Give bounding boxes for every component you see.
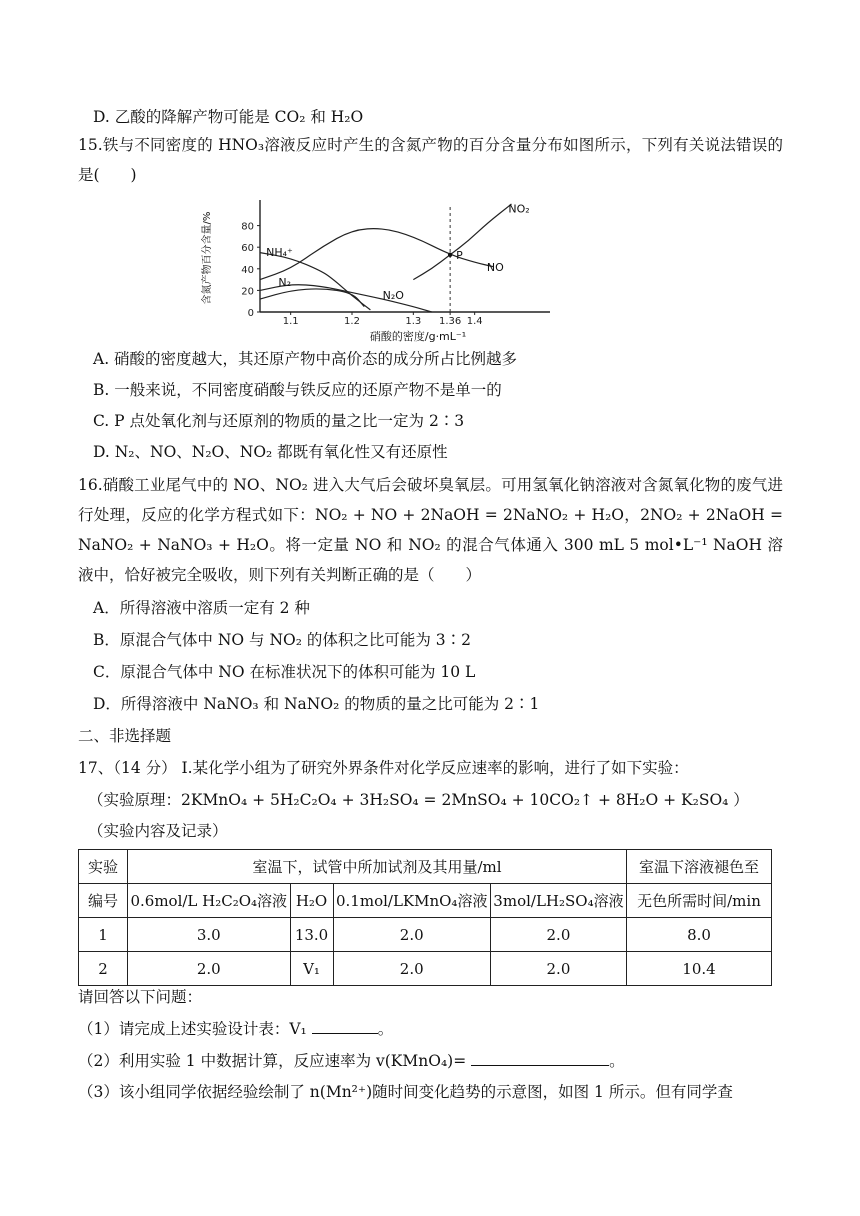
q16-option-c: C．原混合气体中 NO 在标准状况下的体积可能为 10 L <box>93 663 476 681</box>
header-reagents: 室温下，试管中所加试剂及其用量/ml <box>128 850 627 884</box>
q17-record-label: （实验内容及记录） <box>88 822 228 840</box>
table-cell: 2.0 <box>490 952 626 986</box>
q16-option-a: A．所得溶液中溶质一定有 2 种 <box>93 599 310 617</box>
header-exp-no-1: 实验 <box>79 850 128 884</box>
q16-stem: 16.硝酸工业尾气中的 NO、NO₂ 进入大气后会破坏臭氧层。可用氢氧化钠溶液对含氮氧化物的废气进行处理，反应的化学方程式如下：NO₂ + NO + 2NaOH = 2NaNO₂ + H₂O，2NO₂ + 2NaOH = NaNO₂ + NaNO₃ + H₂O。将一定量 NO 和 NO₂ 的混合气体通入 300 mL 5 mol•L⁻¹ NaOH 溶液中，恰好被完全吸收，则下列有关判断正确的是（ ） <box>78 476 783 584</box>
series-label: NO₂ <box>508 202 530 216</box>
header-h2o: H₂O <box>290 884 333 918</box>
x-tick-label: 1.36 <box>439 316 462 327</box>
table-cell: 1 <box>79 918 128 952</box>
q16-option-b: B．原混合气体中 NO 与 NO₂ 的体积之比可能为 3∶2 <box>93 631 472 649</box>
table-row <box>79 918 772 952</box>
q17-sub3: （3）该小组同学依据经验绘制了 n(Mn²⁺)随时间变化趋势的示意图，如图 1 所示。但有同学查 <box>78 1083 733 1101</box>
q15-option-a: A. 硝酸的密度越大，其还原产物中高价态的成分所占比例越多 <box>93 350 518 368</box>
y-tick-label: 20 <box>241 286 254 298</box>
table-cell: 13.0 <box>290 918 333 952</box>
header-h2so4: 3mol/LH₂SO₄溶液 <box>490 884 626 918</box>
x-tick-label: 1.3 <box>405 316 422 327</box>
table-cell: 10.4 <box>627 952 772 986</box>
q17-sub2 <box>78 1049 625 1072</box>
table-row <box>79 952 772 986</box>
table-cell: 2.0 <box>490 918 626 952</box>
punct: 。 <box>377 1020 394 1038</box>
y-tick-label: 40 <box>241 264 254 276</box>
table-cell: V₁ <box>290 952 333 986</box>
nitrogen-products-chart <box>196 196 576 346</box>
table-cell: 8.0 <box>627 918 772 952</box>
series-label: N₂ <box>278 276 292 290</box>
header-time-1: 室温下溶液褪色至 <box>627 850 772 884</box>
series-label: NO <box>486 260 504 274</box>
y-axis-label: 含氮产物百分含量/% <box>202 211 213 305</box>
header-kmno4: 0.1mol/LKMnO₄溶液 <box>333 884 490 918</box>
x-tick-label: 1.1 <box>282 316 299 327</box>
point-p <box>448 253 452 257</box>
experiment-table <box>78 849 772 986</box>
q17-sub1 <box>78 1017 393 1040</box>
q16-option-d: D．所得溶液中 NaNO₃ 和 NaNO₂ 的物质的量之比可能为 2∶1 <box>93 695 540 713</box>
q14-option-d: D. 乙酸的降解产物可能是 CO₂ 和 H₂O <box>93 108 364 126</box>
section-title: 二、非选择题 <box>78 727 172 745</box>
table-cell: 2.0 <box>333 952 490 986</box>
y-tick-label: 80 <box>241 221 254 233</box>
answer-blank-v1[interactable] <box>312 1017 378 1034</box>
series-label: NH₄⁺ <box>266 245 293 259</box>
header-time-2: 无色所需时间/min <box>627 884 772 918</box>
q15-option-b: B. 一般来说，不同密度硝酸与铁反应的还原产物不是单一的 <box>93 381 502 399</box>
table-cell: 2 <box>79 952 128 986</box>
q15-option-d: D. N₂、NO、N₂O、NO₂ 都既有氧化性又有还原性 <box>93 443 448 461</box>
q17-principle: （实验原理：2KMnO₄ + 5H₂C₂O₄ + 3H₂SO₄ = 2MnSO₄ + 10CO₂↑ + 8H₂O + K₂SO₄ ） <box>88 791 749 809</box>
q17-sub1-text: （1）请完成上述实验设计表：V₁ <box>78 1020 307 1038</box>
punct: 。 <box>609 1052 625 1070</box>
q17-sub2-text: （2）利用实验 1 中数据计算，反应速率为 v(KMnO₄)= <box>78 1052 467 1070</box>
q15-option-c: C. P 点处氧化剂与还原剂的物质的量之比一定为 2∶3 <box>93 412 465 430</box>
x-tick-label: 1.2 <box>344 316 360 327</box>
x-tick-label: 1.4 <box>466 316 483 327</box>
y-tick-label: 0 <box>247 308 254 319</box>
answer-blank-rate[interactable] <box>471 1049 609 1066</box>
series-label: N₂O <box>382 289 404 303</box>
header-h2c2o4: 0.6mol/L H₂C₂O₄溶液 <box>128 884 291 918</box>
series-line <box>260 253 370 310</box>
q17-stem: 17、（14 分） I.某化学小组为了研究外界条件对化学反应速率的影响，进行了如下实验： <box>78 759 689 777</box>
q15-stem: 15.铁与不同密度的 HNO₃溶液反应时产生的含氮产物的百分含量分布如图所示，下列有关说法错误的是( ) <box>78 136 783 184</box>
point-p-label: P <box>456 248 463 262</box>
y-tick-label: 60 <box>241 243 254 255</box>
q17-prompt: 请回答以下问题： <box>78 988 203 1006</box>
table-cell: 3.0 <box>128 918 291 952</box>
table-cell: 2.0 <box>333 918 490 952</box>
table-cell: 2.0 <box>128 952 291 986</box>
header-exp-no-2: 编号 <box>79 884 128 918</box>
x-axis-label: 硝酸的密度/g·mL⁻¹ <box>369 330 467 343</box>
